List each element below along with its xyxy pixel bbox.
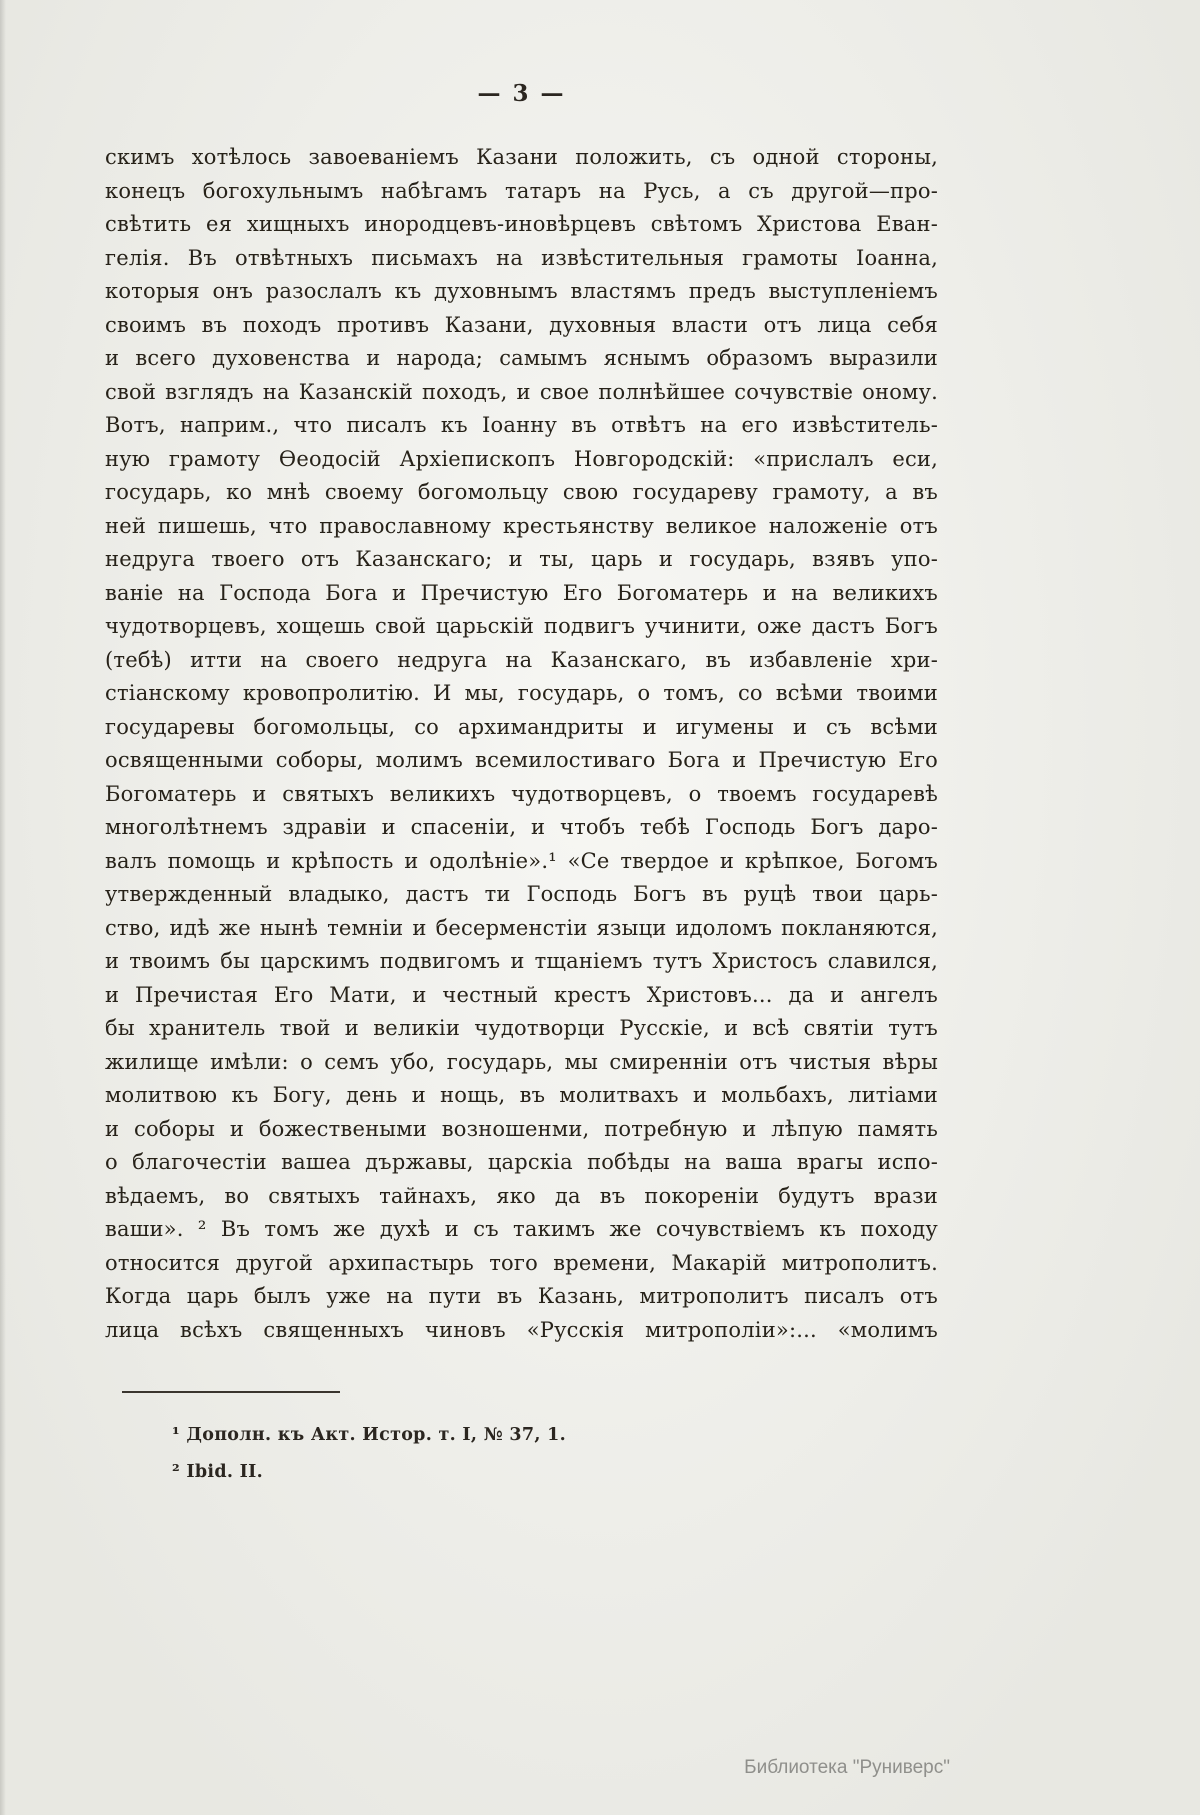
text-line: бы хранитель твой и великіи чудотворци Русскіе, и всѣ святіи тутъ [105,1016,938,1040]
text-line: и Пречистая Его Мати, и честный крестъ Христовъ... да и ангелъ [105,982,938,1007]
text-line: Когда царь былъ уже на пути въ Казань, митрополитъ писалъ отъ [105,1284,938,1308]
text-line: многолѣтнемъ здравіи и спасеніи, и чтобъ тебѣ Господь Богъ даро- [105,815,938,839]
footnote-1: ¹ Дополн. къ Акт. Истор. т. I, № 37, 1. [172,1425,567,1445]
text-line: ную грамоту Ѳеодосій Архіепископъ Новгородскій: «прислалъ еси, [105,446,938,471]
text-line: относится другой архипастырь того времени, Макарій митрополитъ. [105,1250,938,1275]
page-number: — 3 — [477,80,566,107]
text-line: скимъ хотѣлось завоеваніемъ Казани положить, съ одной стороны, [105,145,938,169]
footnote-separator [122,1391,340,1393]
text-line: о благочестіи вашеа държавы, царскіа побѣды на ваша врагы испо- [105,1150,938,1174]
footnote-2: ² Ibid. II. [172,1462,264,1482]
text-line: гелія. Въ отвѣтныхъ письмахъ на извѣстительныя грамоты Іоанна, [105,245,938,270]
text-line: и твоимъ бы царскимъ подвигомъ и тщаніемъ тутъ Христосъ славился, [105,949,938,973]
text-line: свѣтить ея хищныхъ инородцевъ-иновѣрцевъ свѣтомъ Христова Еван- [105,212,938,236]
text-line: освященными соборы, молимъ всемилостиваго Бога и Пречистую Его [105,748,938,772]
text-line: валъ помощь и крѣпость и одолѣніе».¹ «Се твердое и крѣпкое, Богомъ [105,848,938,873]
text-line: Вотъ, наприм., что писалъ къ Іоанну въ отвѣтъ на его извѣститель- [105,413,938,437]
text-line: государь, ко мнѣ своему богомольцу свою государеву грамоту, а въ [105,480,938,504]
text-line: молитвою къ Богу, день и нощь, въ молитвахъ и мольбахъ, литіами [105,1083,938,1107]
text-line: государевы богомольцы, со архимандриты и игумены и съ всѣми [105,714,938,739]
text-line: ваши». ² Въ томъ же духѣ и съ такимъ же сочувствіемъ къ походу [105,1217,938,1241]
text-line: недруга твоего отъ Казанскаго; и ты, царь и государь, взявъ упо- [105,547,938,571]
text-line: и соборы и божествеными возношенми, потребную и лѣпую память [105,1116,938,1141]
text-line: ство, идѣ же нынѣ темніи и бесерменстіи языци идоломъ покланяются, [105,915,938,940]
text-line: и всего духовенства и народа; самымъ яснымъ образомъ выразили [105,346,938,370]
text-line: ней пишешь, что православному крестьянству великое наложеніе отъ [105,513,938,538]
text-line: стіанскому кровопролитію. И мы, государь, о томъ, со всѣми твоими [105,681,938,705]
text-line: Богоматерь и святыхъ великихъ чудотворцевъ, о твоемъ государевѣ [105,781,938,806]
text-line: конецъ богохульнымъ набѣгамъ татаръ на Русь, а съ другой—про- [105,178,938,203]
text-line: которыя онъ разослалъ къ духовнымъ властямъ предъ выступленіемъ [105,279,938,303]
text-line: жилище имѣли: о семъ убо, государь, мы смиренніи отъ чистыя вѣры [105,1049,938,1074]
text-line: утвержденный владыко, дастъ ти Господь Богъ въ руцѣ твои царь- [105,882,938,906]
text-line: вѣдаемъ, во святыхъ тайнахъ, яко да въ покореніи будутъ врази [105,1183,938,1208]
text-line: свой взглядъ на Казанскій походъ, и свое полнѣйшее сочувствіе оному. [105,379,938,404]
scan-page-edge-shadow [0,0,6,1815]
text-line: чудотворцевъ, хощешь свой царьскій подвигъ учинити, оже дастъ Богъ [105,614,938,638]
text-line: ваніе на Господа Бога и Пречистую Его Богоматерь и на великихъ [105,580,938,605]
text-line: лица всѣхъ священныхъ чиновъ «Русскія митрополіи»:... «молимъ [105,1317,938,1342]
text-line: (тебѣ) итти на своего недруга на Казанскаго, въ избавленіе хри- [105,647,938,672]
text-line: своимъ въ походъ противъ Казани, духовныя власти отъ лица себя [105,312,938,337]
main-text-block [105,141,938,1347]
library-watermark: Библиотека "Руниверс" [744,1757,950,1778]
